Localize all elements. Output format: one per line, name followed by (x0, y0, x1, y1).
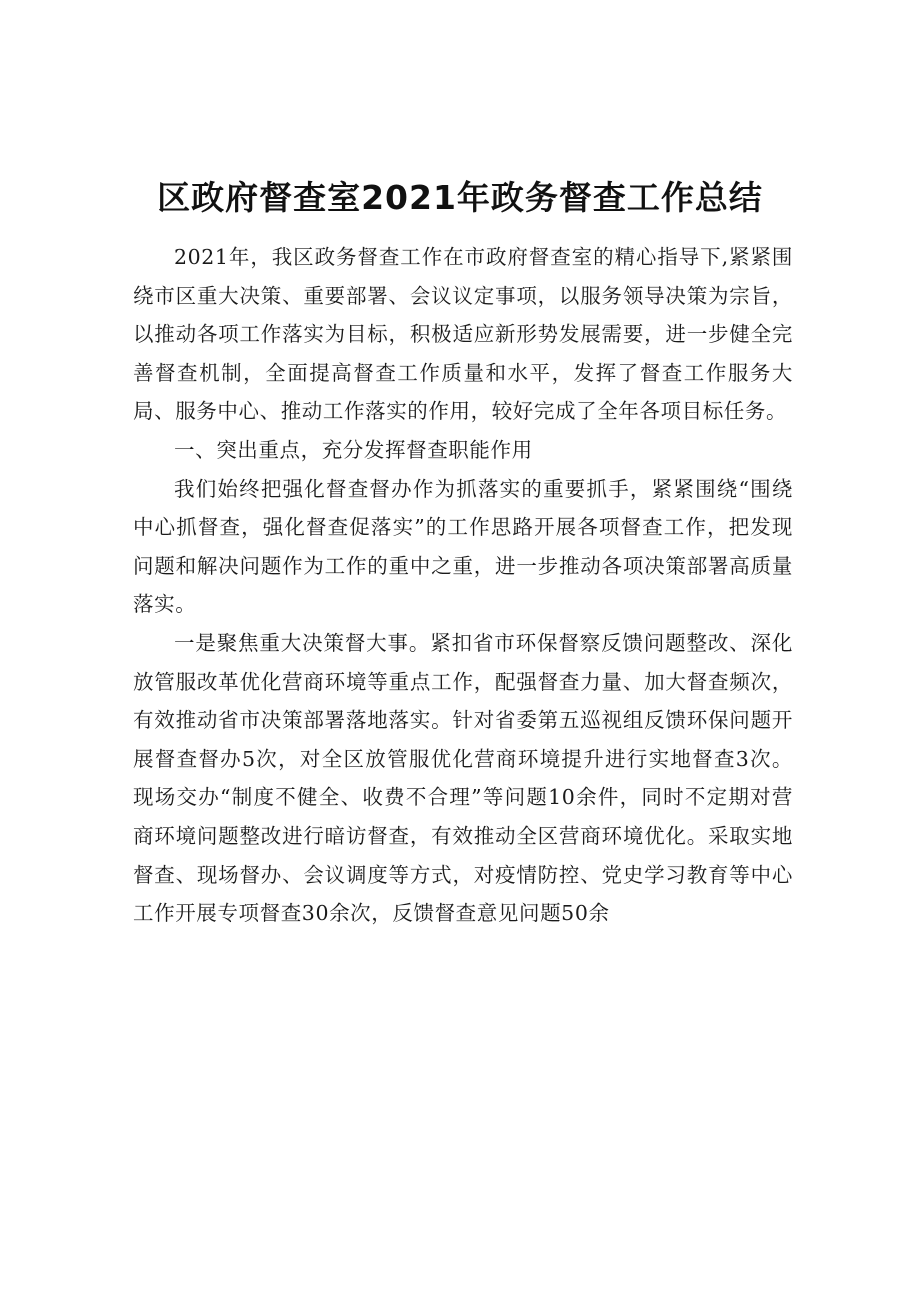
section-heading-1: 一、突出重点，充分发挥督查职能作用 (174, 437, 533, 462)
document-title: 区政府督查室2021年政务督查工作总结 (157, 178, 763, 217)
paragraph-section-1-intro: 我们始终把强化督查督办作为抓落实的重要抓手，紧紧围绕“围绕中心抓督查，强化督查促落实”的工作思路开展各项督查工作，把发现问题和解决问题作为工作的重中之重，进一步推动各项决策部署高质量落实。 (133, 476, 793, 617)
paragraph-intro: 2021年，我区政务督查工作在市政府督查室的精心指导下,紧紧围绕市区重大决策、重要部署、会议议定事项，以服务领导决策为宗旨，以推动各项工作落实为目标，积极适应新形势发展需要，进一步健全完善督查机制，全面提高督查工作质量和水平，发挥了督查工作服务大局、服务中心、推动工作落实的作用，较好完成了全年各项目标任务。 (133, 245, 793, 424)
paragraph-point-1: 一是聚焦重大决策督大事。紧扣省市环保督察反馈问题整改、深化放管服改革优化营商环境等重点工作，配强督查力量、加大督查频次，有效推动省市决策部署落地落实。针对省委第五巡视组反馈环保问题开展督查督办5次，对全区放管服优化营商环境提升进行实地督查3次。现场交办“制度不健全、收费不合理”等问题10余件，同时不定期对营商环境问题整改进行暗访督查，有效推动全区营商环境优化。采取实地督查、现场督办、会议调度等方式，对疫情防控、党史学习教育等中心工作开展专项督查30余次，反馈督查意见问题50余 (133, 630, 793, 926)
document-body (133, 238, 793, 933)
